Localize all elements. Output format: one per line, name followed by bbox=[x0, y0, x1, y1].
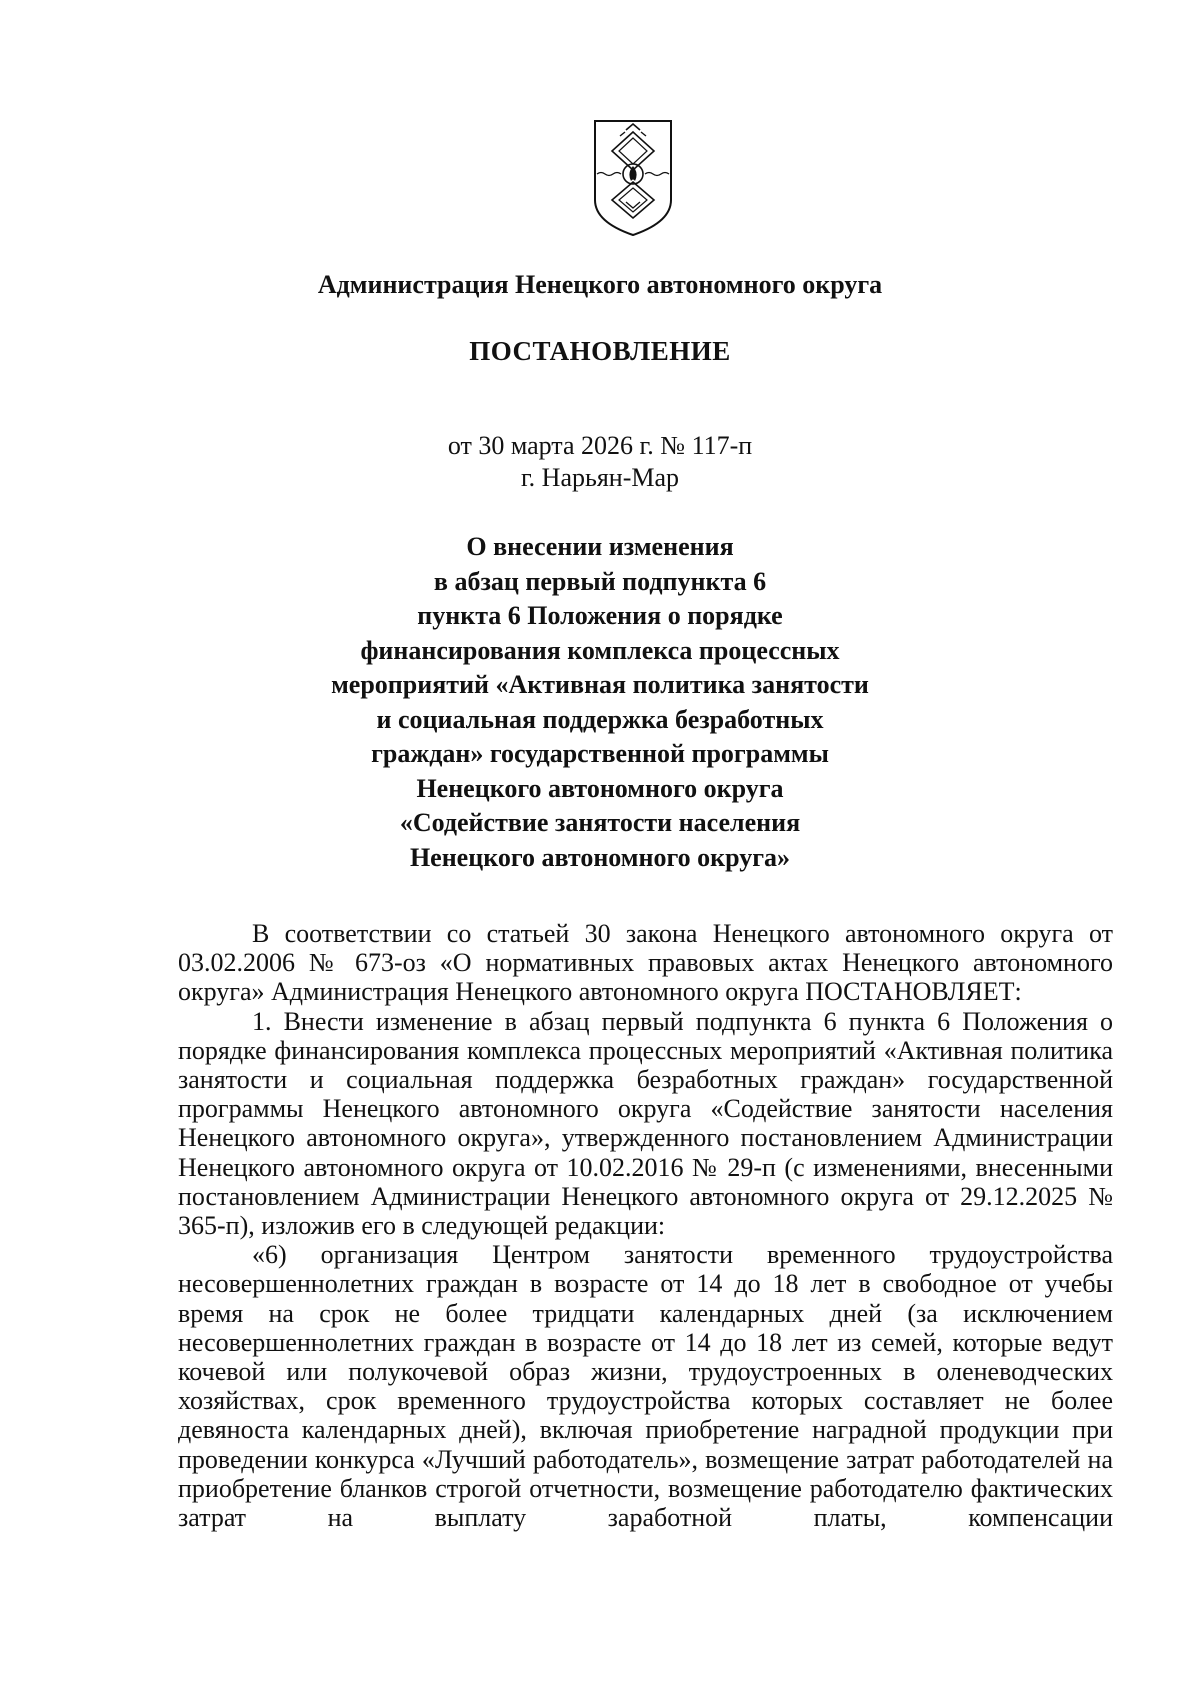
organization-name: Администрация Ненецкого автономного округа bbox=[317, 270, 883, 299]
title-line: мероприятий «Активная политика занятости bbox=[331, 670, 869, 699]
title-line: О внесении изменения bbox=[466, 532, 734, 561]
title-line: граждан» государственной программы bbox=[371, 739, 829, 768]
title-line: и социальная поддержка безработных bbox=[376, 704, 824, 734]
new-wording-paragraph: «6) организация Центром занятости временного трудоустройства несовершеннолетних граждан в возрасте от 14 до 18 лет в свободное от учебы время на срок не более тридцати календарных дней (за исключением несовершеннолетних граждан в возрасте от 14 до 18 лет из семей, которые ведут кочевой или полукочевой образ жизни, трудоустроенных в оленеводческих хозяйствах, срок временного трудоустройства которых составляет не более девяноста календарных дней), включая приобретение наградной продукции при проведении конкурса «Лучший работодатель», возмещение затрат работодателей на приобретение бланков строгой отчетности, возмещение работодателю фактических затрат на выплату заработной платы, компенсации bbox=[178, 1240, 1113, 1533]
title-line: финансирования комплекса процессных bbox=[360, 635, 840, 665]
coat-of-arms-icon bbox=[592, 118, 674, 238]
title-line: пункта 6 Положения о порядке bbox=[417, 601, 783, 630]
title-line: в абзац первый подпункта 6 bbox=[433, 566, 767, 596]
document-title bbox=[250, 530, 950, 875]
document-city: г. Нарьян-Мар bbox=[520, 463, 680, 492]
title-line: «Содействие занятости населения bbox=[399, 808, 801, 837]
title-line: Ненецкого автономного округа» bbox=[409, 842, 791, 872]
document-type: ПОСТАНОВЛЕНИЕ bbox=[469, 336, 731, 366]
preamble-paragraph: В соответствии со статьей 30 закона Ненецкого автономного округа от 03.02.2006 № 673-оз «О нормативных правовых актах Ненецкого автономного округа» Администрация Ненецкого автономного округа ПОСТАНОВЛЯЕТ: bbox=[178, 919, 1113, 1007]
document-date-number: от 30 марта 2026 г. № 117-п bbox=[447, 431, 753, 460]
document-body bbox=[178, 919, 1113, 1532]
title-line: Ненецкого автономного округа bbox=[416, 773, 784, 803]
item-1-paragraph: 1. Внести изменение в абзац первый подпункта 6 пункта 6 Положения о порядке финансирования комплекса процессных мероприятий «Активная политика занятости и социальная поддержка безработных граждан» государственной программы Ненецкого автономного округа «Содействие занятости населения Ненецкого автономного округа», утвержденного постановлением Администрации Ненецкого автономного округа от 10.02.2016 № 29-п (с изменениями, внесенными постановлением Администрации Ненецкого автономного округа от 29.12.2025 № 365-п), изложив его в следующей редакции: bbox=[178, 1006, 1113, 1241]
